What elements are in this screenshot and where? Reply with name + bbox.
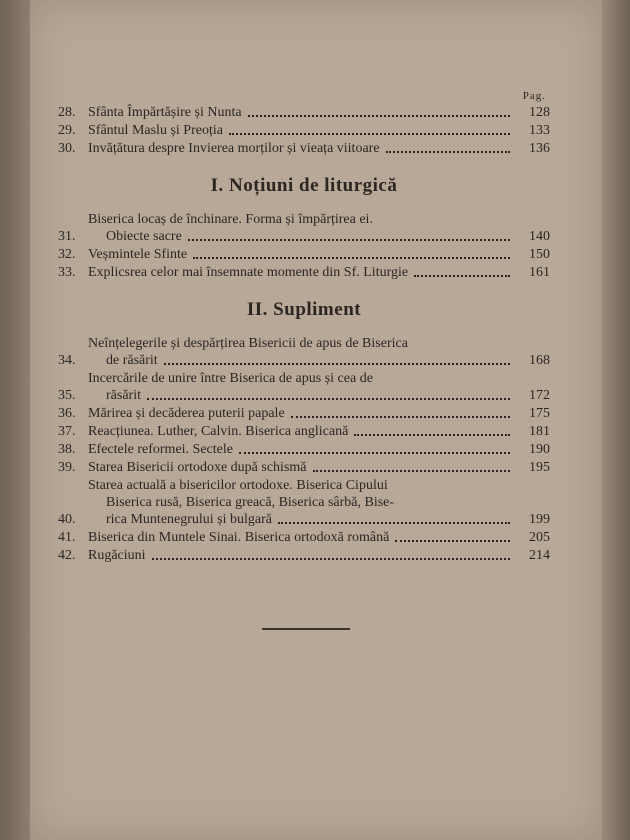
entry-number: 36. xyxy=(58,406,76,421)
toc-entry xyxy=(58,246,550,263)
toc-entry xyxy=(58,405,550,422)
entry-page-number: 181 xyxy=(529,424,550,439)
toc-entry xyxy=(58,104,550,121)
toc-entry xyxy=(58,547,550,564)
entry-body xyxy=(88,441,550,458)
entry-number: 33. xyxy=(58,265,76,280)
entry-body xyxy=(88,122,550,139)
entry-page-number: 172 xyxy=(529,388,550,403)
entry-title: Neînțelegerile și despărțirea Bisericii de apus de Biserica xyxy=(88,336,408,351)
toc-section-liturgica xyxy=(58,211,550,281)
dot-leader xyxy=(313,470,511,472)
entry-body xyxy=(88,264,550,281)
entry-line xyxy=(88,547,550,564)
entry-body xyxy=(88,547,550,564)
toc-entry xyxy=(58,529,550,546)
entry-line xyxy=(88,529,550,546)
toc-entry xyxy=(58,423,550,440)
entry-page-number: 190 xyxy=(529,442,550,457)
table-of-contents xyxy=(58,90,550,565)
entry-line xyxy=(88,459,550,476)
entry-number: 29. xyxy=(58,123,76,138)
entry-page-number: 136 xyxy=(529,141,550,156)
entry-page-number: 150 xyxy=(529,247,550,262)
entry-number: 35. xyxy=(58,388,76,403)
entry-number: 31. xyxy=(58,229,76,244)
entry-title: Starea actuală a bisericilor ortodoxe. Biserica Cipului xyxy=(88,478,388,493)
toc-entry xyxy=(58,335,550,369)
entry-line xyxy=(88,387,550,404)
toc-entry xyxy=(58,264,550,281)
closing-rule xyxy=(262,628,350,630)
entry-number: 32. xyxy=(58,247,76,262)
dot-leader xyxy=(354,434,510,436)
entry-line xyxy=(88,246,550,263)
dot-leader xyxy=(239,452,510,454)
page-edge-right xyxy=(602,0,630,840)
entry-body xyxy=(88,335,550,369)
dot-leader xyxy=(414,275,510,277)
entry-line xyxy=(88,104,550,121)
entry-body xyxy=(88,405,550,422)
entry-line xyxy=(88,405,550,422)
toc-entry xyxy=(58,122,550,139)
section-title-liturgica: I. Noțiuni de liturgică xyxy=(210,175,398,196)
entry-line xyxy=(88,352,550,369)
entry-page-number: 195 xyxy=(529,460,550,475)
entry-title: Explicsrea celor mai însemnate momente din Sf. Liturgie xyxy=(88,265,409,280)
entry-title: Reacțiunea. Luther, Calvin. Biserica anglicană xyxy=(88,424,349,439)
entry-number: 42. xyxy=(58,548,76,563)
dot-leader xyxy=(395,540,510,542)
dot-leader xyxy=(229,133,510,135)
entry-title: Sfânta Împărtășire și Nunta xyxy=(88,105,242,120)
entry-line xyxy=(88,122,550,139)
entry-number: 28. xyxy=(58,105,76,120)
entry-number: 39. xyxy=(58,460,76,475)
entry-number: 38. xyxy=(58,442,76,457)
entry-line xyxy=(88,423,550,440)
toc-entry xyxy=(58,211,550,245)
entry-title: Biserica rusă, Biserica greacă, Biserica sârbă, Bise- xyxy=(106,495,395,510)
entry-number: 41. xyxy=(58,530,76,545)
entry-page-number: 161 xyxy=(529,265,550,280)
entry-title: de răsărit xyxy=(106,353,158,368)
entry-title: Biserica locaș de închinare. Forma și împărțirea ei. xyxy=(88,212,373,227)
dot-leader xyxy=(291,416,510,418)
entry-body xyxy=(88,104,550,121)
entry-line xyxy=(88,335,550,352)
entry-title: Biserica din Muntele Sinai. Biserica ortodoxă română xyxy=(88,530,390,545)
entry-line xyxy=(88,211,550,228)
entry-title: Sfântul Maslu și Preoția xyxy=(88,123,223,138)
entry-title: Invățătura despre Invierea morților și vieața viitoare xyxy=(88,141,380,156)
entry-line xyxy=(88,441,550,458)
entry-body xyxy=(88,459,550,476)
entry-body xyxy=(88,211,550,245)
entry-page-number: 128 xyxy=(529,105,550,120)
toc-entry xyxy=(58,370,550,404)
dot-leader xyxy=(147,398,510,400)
entry-body xyxy=(88,140,550,157)
entry-page-number: 168 xyxy=(529,353,550,368)
entry-page-number: 199 xyxy=(529,512,550,527)
entry-title: Mărirea și decăderea puterii papale xyxy=(88,406,285,421)
entry-title: Veșmintele Sfinte xyxy=(88,247,188,262)
entry-page-number: 175 xyxy=(529,406,550,421)
entry-line xyxy=(88,228,550,245)
entry-body xyxy=(88,477,550,528)
dot-leader xyxy=(386,151,510,153)
entry-body xyxy=(88,423,550,440)
entry-number: 30. xyxy=(58,141,76,156)
entry-line xyxy=(88,511,550,528)
entry-line xyxy=(88,370,550,387)
entry-page-number: 133 xyxy=(529,123,550,138)
dot-leader xyxy=(152,558,510,560)
pag-column-label: Pag. xyxy=(522,90,546,102)
entry-page-number: 214 xyxy=(529,548,550,563)
entry-line xyxy=(88,494,550,511)
entry-number: 37. xyxy=(58,424,76,439)
entry-page-number: 140 xyxy=(529,229,550,244)
toc-entry xyxy=(58,140,550,157)
dot-leader xyxy=(164,363,510,365)
dot-leader xyxy=(278,522,510,524)
dot-leader xyxy=(188,239,510,241)
entry-title: Starea Bisericii ortodoxe după schismă xyxy=(88,460,307,475)
entry-title: Incercările de unire între Biserica de apus și cea de xyxy=(88,371,373,386)
entry-line xyxy=(88,477,550,494)
entry-number: 40. xyxy=(58,512,76,527)
entry-title: rica Muntenegrului și bulgară xyxy=(106,512,273,527)
entry-line xyxy=(88,264,550,281)
toc-entry xyxy=(58,477,550,528)
entry-title: Rugăciuni xyxy=(88,548,146,563)
entry-title: răsărit xyxy=(106,388,141,403)
dot-leader xyxy=(248,115,510,117)
toc-entry xyxy=(58,441,550,458)
entry-line xyxy=(88,140,550,157)
dot-leader xyxy=(193,257,510,259)
toc-section-supliment xyxy=(58,335,550,564)
toc-part-1 xyxy=(58,104,550,157)
entry-page-number: 205 xyxy=(529,530,550,545)
entry-title: Efectele reformei. Sectele xyxy=(88,442,233,457)
toc-entry xyxy=(58,459,550,476)
entry-title: Obiecte sacre xyxy=(106,229,182,244)
page-edge-left xyxy=(0,0,30,840)
entry-body xyxy=(88,246,550,263)
entry-number: 34. xyxy=(58,353,76,368)
section-title-supliment: II. Supliment xyxy=(246,299,362,320)
entry-body xyxy=(88,370,550,404)
entry-body xyxy=(88,529,550,546)
